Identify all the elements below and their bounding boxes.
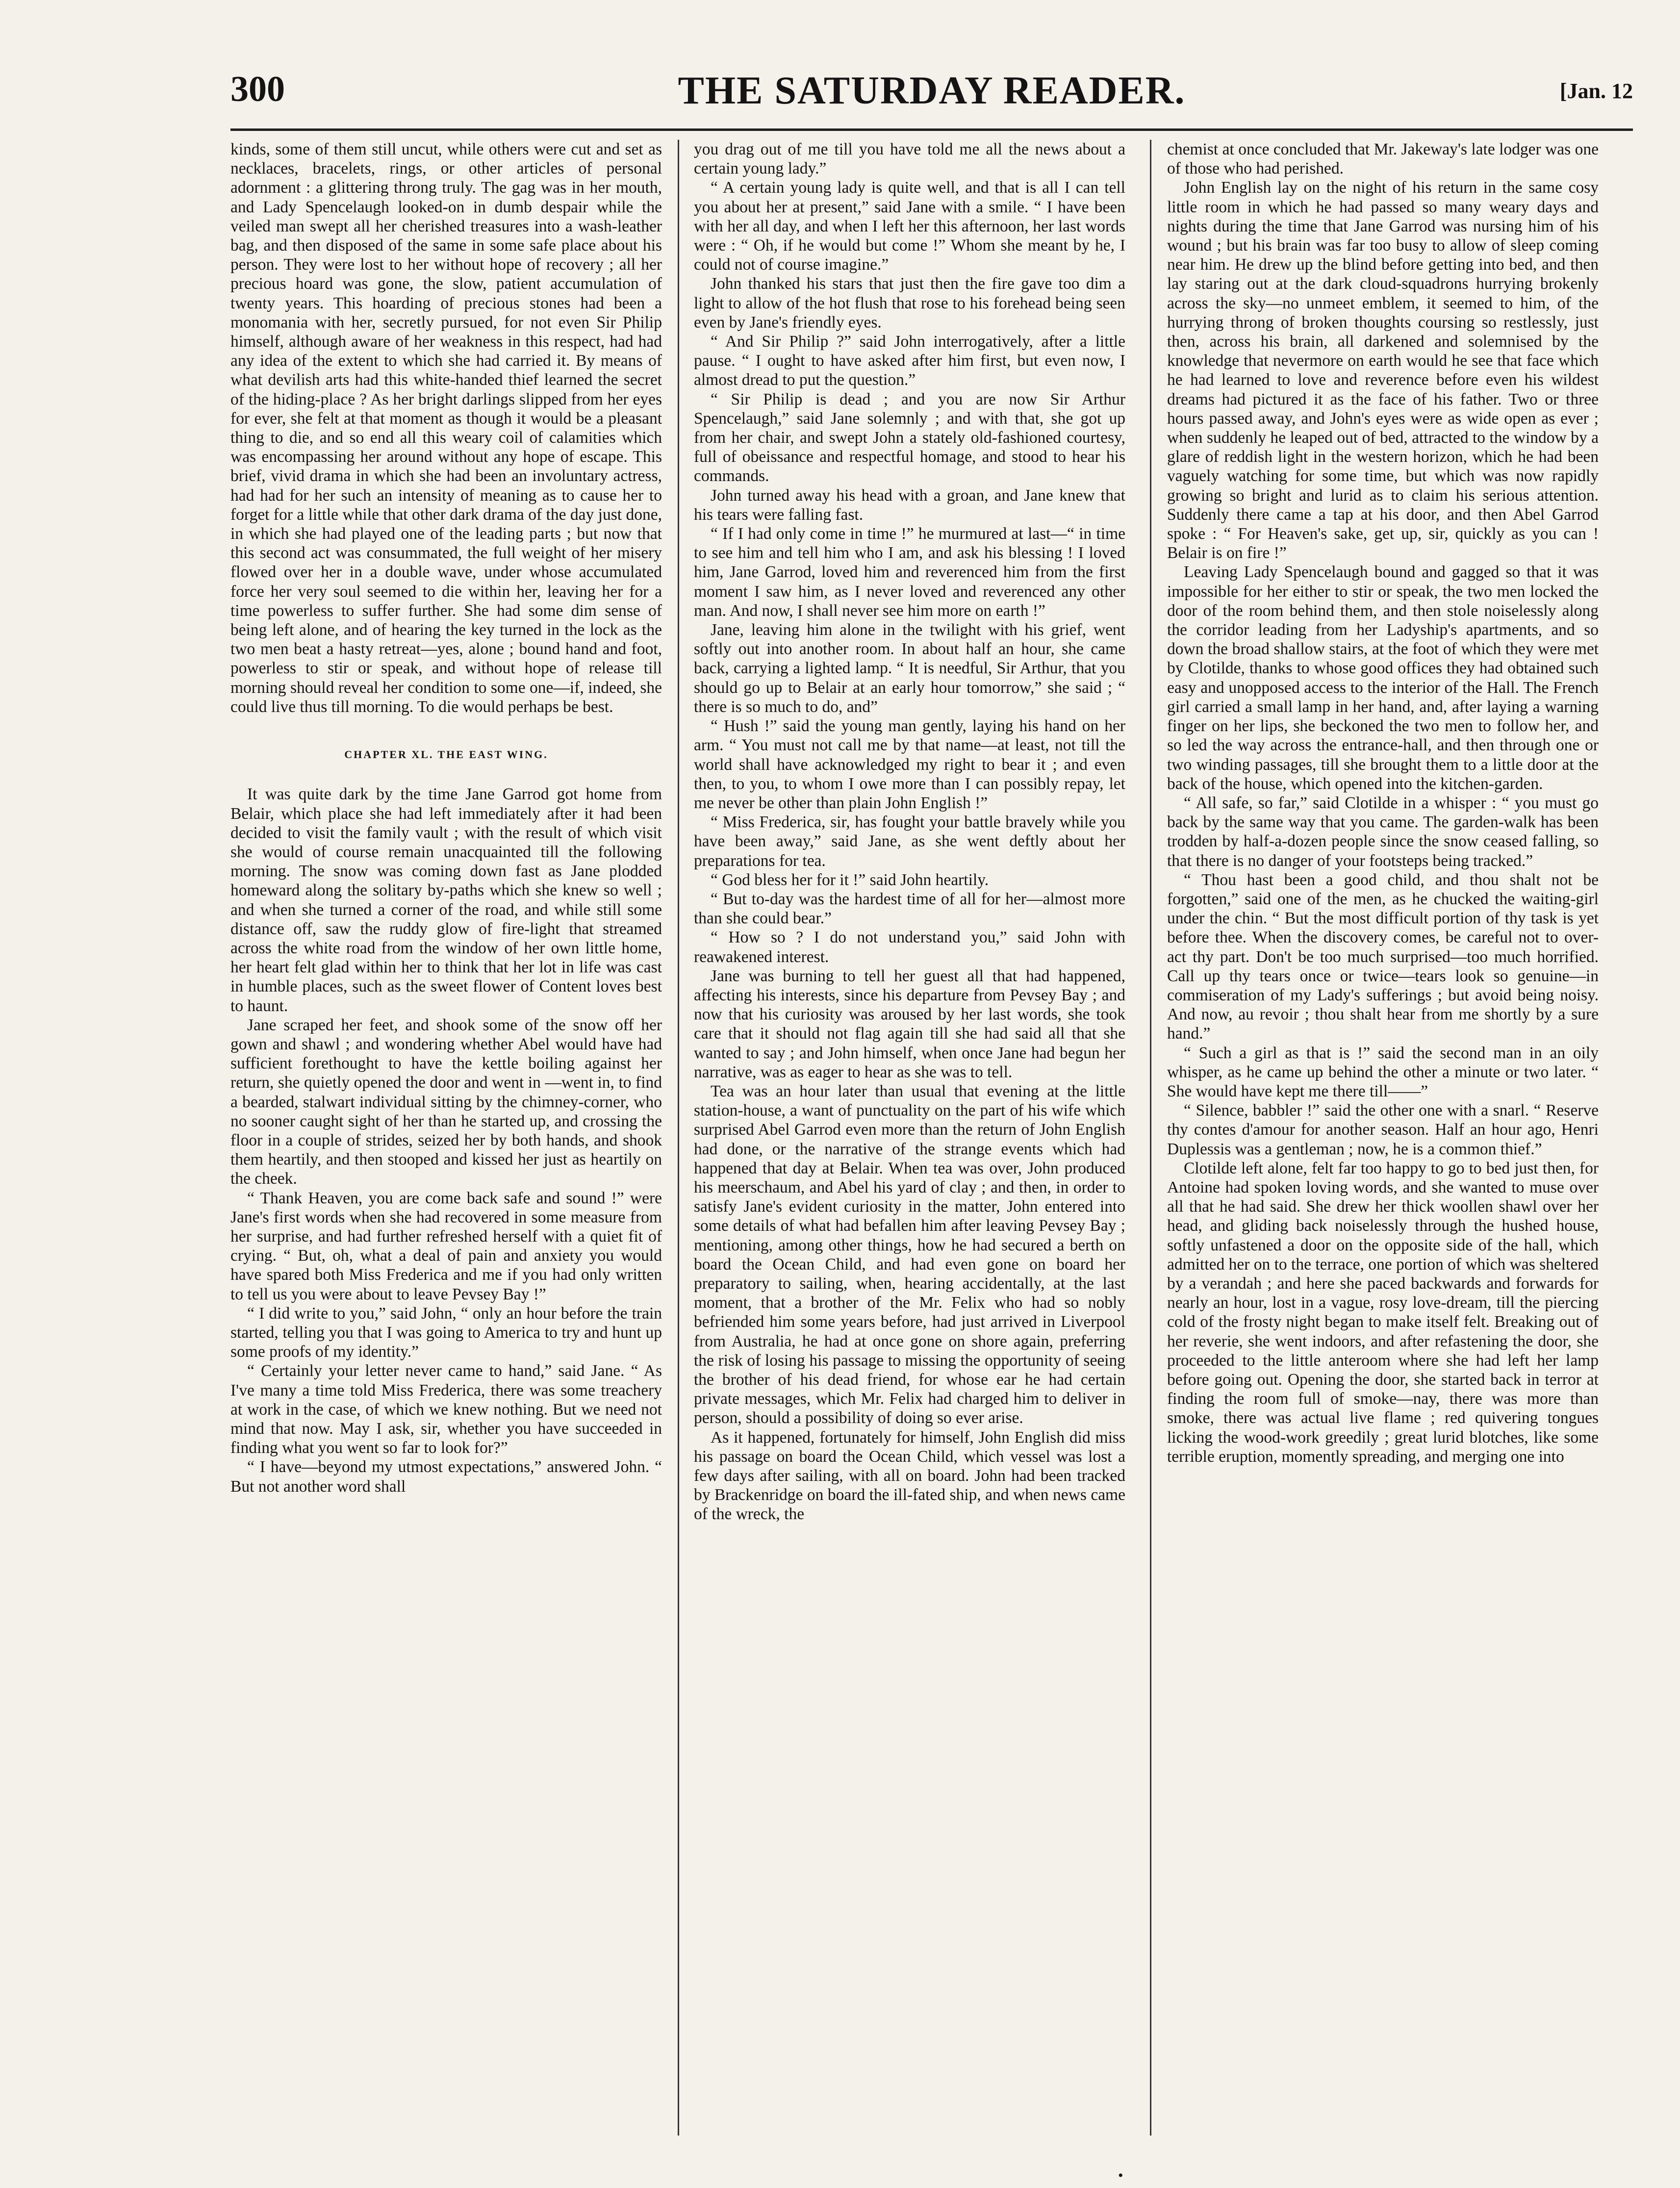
paragraph: “ If I had only come in time !” he murmured at last—“ in time to see him and tell him who I am, and ask his blessing ! I loved him, Jane Garrod, loved him and reverenced him from the first moment I saw him, as I never loved and reverenced any other man. And now, I shall never see him more on earth !”	[694, 525, 1125, 620]
paragraph: “ Such a girl as that is !” said the second man in an oily whisper, as he came up behind the other a minute or two later. “ She would have kept me there till——”	[1167, 1043, 1599, 1100]
paragraph: chemist at once concluded that Mr. Jakeway's late lodger was one of those who had perished.	[1167, 140, 1599, 178]
paragraph: John thanked his stars that just then the fire gave too dim a light to allow of the hot flush that rose to his forehead being seen even by Jane's friendly eyes.	[694, 275, 1125, 331]
paragraph: “ I have—beyond my utmost expectations,” answered John. “ But not another word shall	[230, 1458, 662, 1496]
paragraph: John English lay on the night of his return in the same cosy little room in which he had passed so many weary days and nights during the time that Jane Garrod was nursing him of his wound ; but his brain was far too busy to allow of sleep coming near him. He drew up the blind before getting into bed, and then lay staring out at the dark cloud-squadrons hurrying brokenly across the sky—no unmeet emblem, it seemed to him, of the hurrying throng of broken thoughts coursing so restlessly, just then, across his brain, all darkened and solemnised by the knowledge that nevermore on earth would he see that face which he had learned to love and reverence before even his wildest dreams had pictured it as the face of his father. Two or three hours passed away, and John's eyes were as wide open as ever ; when suddenly he leaped out of bed, attracted to the window by a glare of reddish light in the western horizon, which he had been vaguely watching for some time, but which was now rapidly growing so bright and lurid as to claim his serious attention. Suddenly there came a tap at his door, and then Abel Garrod spoke : “ For Heaven's sake, get up, sir, quickly as you can ! Belair is on fire !”	[1167, 178, 1599, 562]
paragraph: Clotilde left alone, felt far too happy to go to bed just then, for Antoine had spoken loving words, and she wanted to muse over all that he had said. She drew her thick woollen shawl over her head, and gliding back noiselessly through the hushed house, softly unfastened a door on the opposite side of the hall, which admitted her on to the terrace, one portion of which was sheltered by a verandah ; and here she paced backwards and forwards for nearly an hour, lost in a vague, rosy love-dream, till the piercing cold of the frosty night began to make itself felt. Breaking out of her reverie, she went indoors, and after refastening the door, she proceeded to the little anteroom where she had left her lamp before going out. Opening the door, she started back in terror at finding the room full of smoke—nay, there was more than smoke, there was actual live flame ; red quivering tongues licking the wood-work greedily ; great lurid blotches, like some terrible eruption, momently spreading, and merging one into	[1167, 1159, 1599, 1466]
paragraph: As it happened, fortunately for himself, John English did miss his passage on board the Ocean Child, which vessel was lost a few days after sailing, with all on board. John had been tracked by Brackenridge on board the ill-fated ship, and when news came of the wreck, the	[694, 1428, 1125, 1524]
paragraph: Jane was burning to tell her guest all that had happened, affecting his interests, since his departure from Pevsey Bay ; and now that his curiosity was aroused by her last words, she took care that it should not flag again till she had said all that she wanted to say ; and John himself, when once Jane had begun her narrative, was as eager to hear as she was to tell.	[694, 967, 1125, 1081]
paragraph: Jane, leaving him alone in the twilight with his grief, went softly out into another room. In about half an hour, she came back, carrying a lighted lamp. “ It is needful, Sir Arthur, that you should go up to Belair at an early hour tomorrow,” she said ; “ there is so much to do, and”	[694, 621, 1125, 716]
masthead-title: THE SATURDAY READER.	[678, 69, 1186, 112]
paragraph: Jane scraped her feet, and shook some of the snow off her gown and shawl ; and wondering whether Abel would have had sufficient forethought to have the kettle boiling against her return, she quietly opened the door and went in —went in, to find a bearded, stalwart individual sitting by the chimney-corner, who no sooner caught sight of her than he started up, and crossing the floor in a couple of strides, seized her by both hands, and shook them heartily, and then stooped and kissed her just as heartily on the cheek.	[230, 1016, 662, 1188]
paragraph: you drag out of me till you have told me all the news about a certain young lady.”	[694, 140, 1125, 178]
paragraph: “ But to-day was the hardest time of all for her—almost more than she could bear.”	[694, 890, 1125, 928]
paragraph: John turned away his head with a groan, and Jane knew that his tears were falling fast.	[694, 486, 1125, 524]
page-header	[230, 69, 1633, 118]
column-3	[1167, 140, 1599, 2140]
paragraph: “ God bless her for it !” said John heartily.	[711, 870, 989, 889]
paragraph: kinds, some of them still uncut, while others were cut and set as necklaces, bracelets, rings, or other articles of personal adornment : a glittering throng truly. The gag was in her mouth, and Lady Spencelaugh looked-on in dumb despair while the veiled man swept all her cherished treasures into a wash-leather bag, and then disposed of the same in some safe place about his person. They were lost to her without hope of recovery ; all her precious hoard was gone, the slow, patient accumulation of twenty years. This hoarding of precious stones had been a monomania with her, secretly pursued, for not even Sir Philip himself, although aware of her weakness in this respect, had had any idea of the extent to which she had carried it. By means of what devilish arts had this white-handed thief learned the secret of the hiding-place ? As her bright darlings slipped from her eyes for ever, she felt at that moment as though it would be a pleasant thing to die, and so end all this weary coil of calamities which was encompassing her around without any hope of escape. This brief, vivid drama in which she had been an involuntary actress, had had for her such an intensity of meaning as to cause her to forget for a little while that other dark drama of the day just done, in which she had played one of the leading parts ; but now that this second act was consummated, the full weight of her misery flowed over her in a double wave, under whose accumulated force her very soul seemed to die within her, leaving her for a time powerless to suffer further. She had some dim sense of being left alone, and of hearing the key turned in the lock as the two men beat a hasty retreat—yes, alone ; bound hand and foot, powerless to stir or speak, and without hope of release till morning should reveal her condition to some one—if, indeed, she could live thus till morning. To die would perhaps be best.	[230, 140, 662, 716]
page-number: 300	[230, 69, 285, 109]
paragraph: “ Certainly your letter never came to hand,” said Jane. “ As I've many a time told Miss Frederica, there was some treachery at work in the case, of which we knew nothing. But we need not mind that now. May I ask, sir, whether you have succeeded in finding what you went so far to look for?”	[230, 1362, 662, 1457]
paragraph: “ Thank Heaven, you are come back safe and sound !” were Jane's first words when she had recovered in some measure from her surprise, and had further refreshed herself with a quiet fit of crying. “ But, oh, what a deal of pain and anxiety you would have spared both Miss Frederica and me if you had only written to tell us you were about to leave Pevsey Bay !”	[230, 1189, 662, 1303]
paragraph: “ And Sir Philip ?” said John interrogatively, after a little pause. “ I ought to have asked after him first, but even now, I almost dread to put the question.”	[694, 332, 1125, 389]
paragraph: “ Hush !” said the young man gently, laying his hand on her arm. “ You must not call me by that name—at least, not till the world shall have acknowledged my right to bear it ; and even then, to you, to whom I owe more than I can possibly repay, let me never be other than plain John English !”	[694, 717, 1125, 812]
issue-date: [Jan. 12	[1559, 79, 1633, 103]
paragraph: Tea was an hour later than usual that evening at the little station-house, a want of punctuality on the part of his wife which surprised Abel Garrod even more than the return of John English had done, or the narrative of the strange events which had happened that day at Belair. When tea was over, John produced his meerschaum, and Abel his yard of clay ; and then, in order to satisfy Jane's evident curiosity in the matter, John entered into some details of what had befallen him after leaving Pevsey Bay ; mentioning, among other things, how he had secured a berth on board the Ocean Child, and had even gone on board her preparatory to sailing, when, hearing accidentally, at the last moment, that a brother of the Mr. Felix who had so nobly befriended him some years before, had just arrived in Liverpool from Australia, he had at once gone on shore again, preferring the risk of losing his passage to missing the opportunity of seeing the brother of his dead friend, for whose ear he had certain private messages, which Mr. Felix had charged him to deliver in person, should a possibility of doing so ever arise.	[694, 1082, 1125, 1427]
column-divider	[1150, 140, 1151, 2136]
column-1	[230, 140, 662, 2140]
paragraph: “ I did write to you,” said John, “ only an hour before the train started, telling you that I was going to America to try and hunt up some proofs of my identity.”	[230, 1304, 662, 1361]
paragraph: “ All safe, so far,” said Clotilde in a whisper : “ you must go back by the same way that you came. The garden-walk has been trodden by half-a-dozen people since the snow ceased falling, so that there is no danger of your footsteps being tracked.”	[1167, 793, 1599, 870]
paragraph: It was quite dark by the time Jane Garrod got home from Belair, which place she had left immediately after it had been decided to visit the family vault ; with the result of which visit she would of course remain unacquainted till the following morning. The snow was coming down fast as Jane plodded homeward along the solitary by-paths which she knew so well ; and when she turned a corner of the road, and while still some distance off, saw the ruddy glow of fire-light that streamed across the white road from the window of her own little home, her heart felt glad within her to think that her lot in life was cast in humble places, such as the sweet flower of Content loves best to haunt.	[230, 785, 662, 1015]
header-rule	[230, 128, 1633, 131]
paragraph: “ Thou hast been a good child, and thou shalt not be forgotten,” said one of the men, as he chucked the waiting-girl under the chin. “ But the most difficult portion of thy task is yet before thee. When the discovery comes, be careful not to over-act thy part. Don't be too much surprised—too much horrified. Call up thy tears once or twice—tears look so genuine—in commiseration of my Lady's sufferings ; but avoid being noisy. And now, au revoir ; thou shalt hear from me shortly by a sure hand.”	[1167, 870, 1599, 1043]
paragraph: “ Silence, babbler !” said the other one with a snarl. “ Reserve thy contes d'amour for another season. Half an hour ago, Henri Duplessis was a gentleman ; now, he is a common thief.”	[1167, 1101, 1599, 1158]
paragraph: Leaving Lady Spencelaugh bound and gagged so that it was impossible for her either to stir or speak, the two men locked the door of the room behind them, and then stole noiselessly along the corridor leading from her Ladyship's apartments, and so down the broad shallow stairs, at the foot of which they were met by Clotilde, thanks to whose good offices they had obtained such easy and unopposed access to the interior of the Hall. The French girl carried a small lamp in her hand, and, after laying a warning finger on her lips, she beckoned the two men to follow her, and so led the way across the entrance-hall, and then through one or two winding passages, till she brought them to a little door at the back of the house, which opened into the kitchen-garden.	[1167, 563, 1599, 793]
column-2	[694, 140, 1125, 2140]
paragraph: “ How so ? I do not understand you,” said John with reawakened interest.	[694, 928, 1125, 966]
paragraph: “ A certain young lady is quite well, and that is all I can tell you about her at present,” said Jane with a smile. “ I have been with her all day, and when I left her this afternoon, her last words were : “ Oh, if he would but come !” Whom she meant by he, I could not of course imagine.”	[694, 178, 1125, 274]
chapter-heading: CHAPTER XL. THE EAST WING.	[344, 748, 548, 761]
column-divider	[678, 140, 679, 2136]
paragraph: “ Sir Philip is dead ; and you are now Sir Arthur Spencelaugh,” said Jane solemnly ; and with that, she got up from her chair, and swept John a stately old-fashioned courtesy, full of obeissance and respectful homage, and stood to hear his commands.	[694, 390, 1125, 485]
print-mark: •	[1118, 2167, 1123, 2184]
paragraph: “ Miss Frederica, sir, has fought your battle bravely while you have been away,” said Jane, as she went deftly about her preparations for tea.	[694, 813, 1125, 870]
